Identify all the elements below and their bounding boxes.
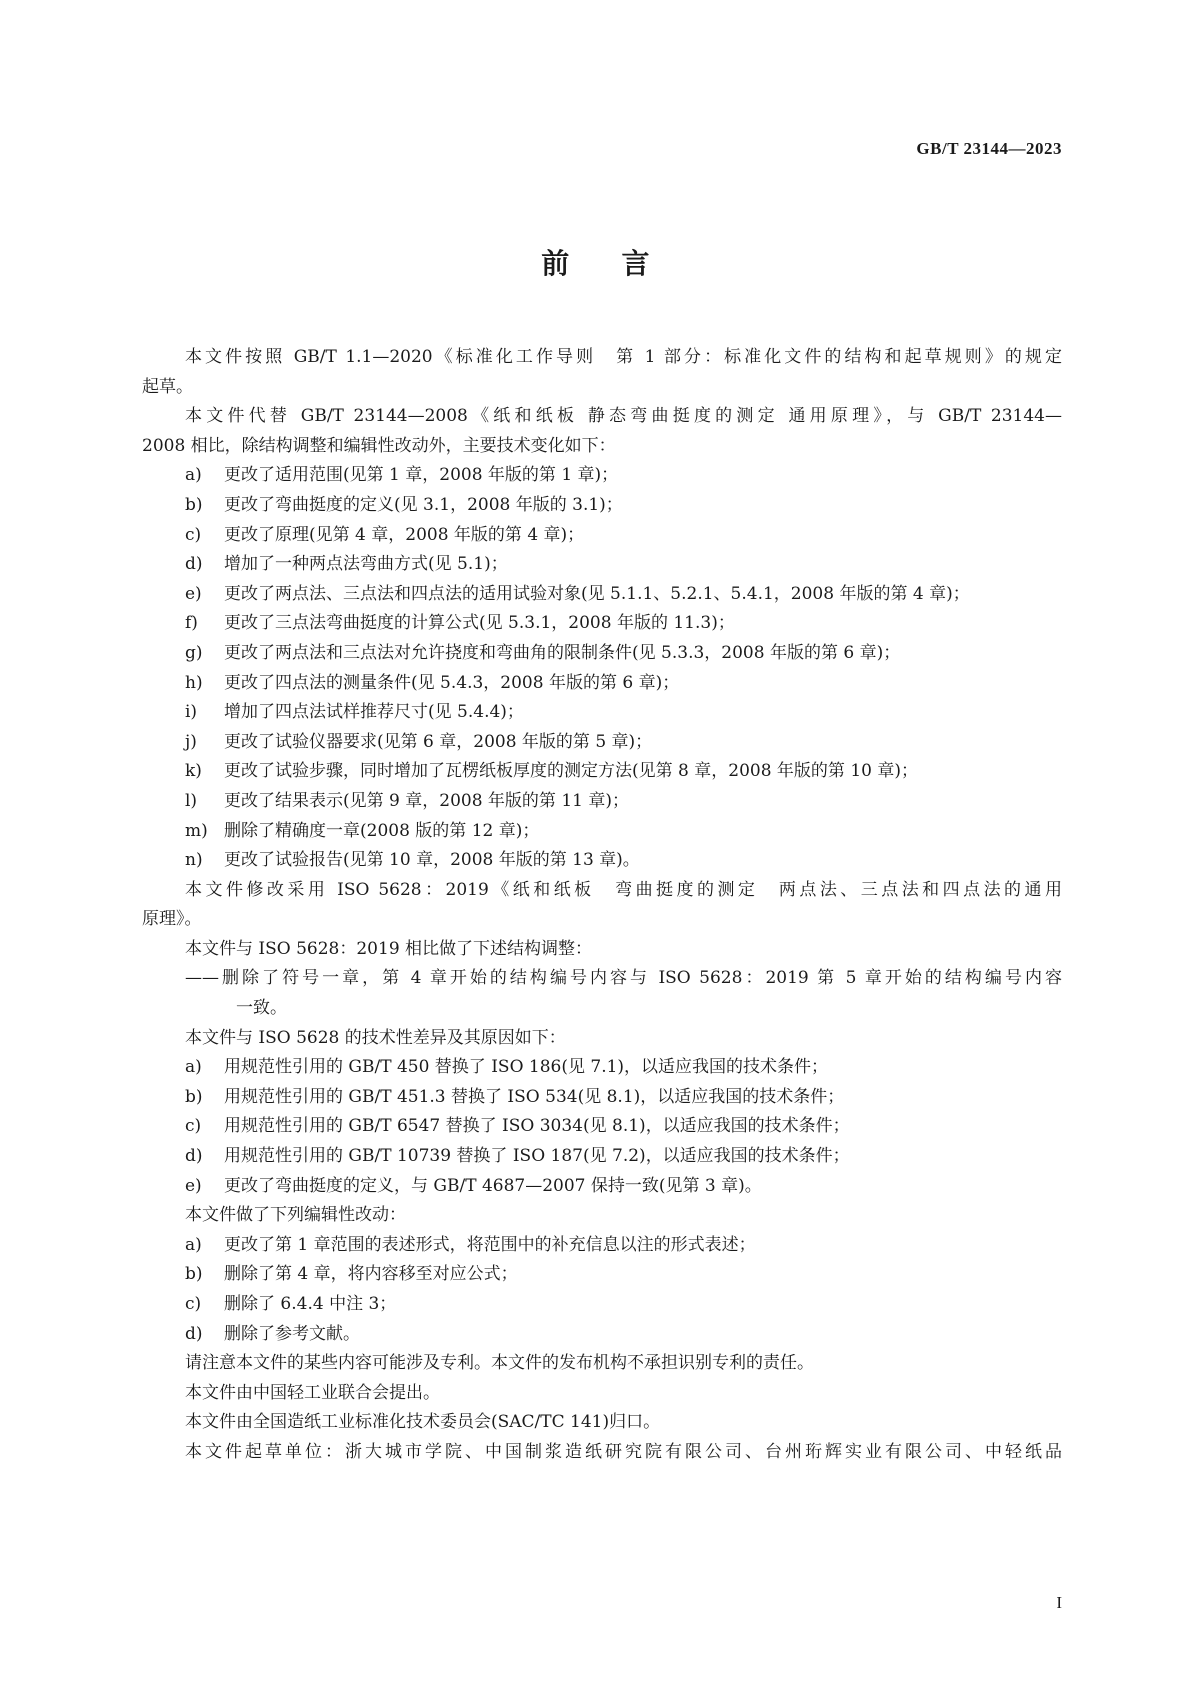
paragraph-line: 原理》。 <box>142 909 202 930</box>
list-item <box>142 1172 1062 1202</box>
paragraph-line: 本文件与 ISO 5628 的技术性差异及其原因如下： <box>185 1027 566 1048</box>
list-text: 增加了四点法试样推荐尺寸(见 5.4.4)； <box>224 702 524 723</box>
standard-code: GB/T 23144—2023 <box>916 139 1062 158</box>
list-item <box>142 1053 1062 1083</box>
list-item <box>142 580 1062 610</box>
list-item <box>142 1112 1062 1142</box>
list-text: 用规范性引用的 GB/T 450 替换了 ISO 186(见 7.1)，以适应我国的技术条件； <box>224 1057 829 1078</box>
list-label: d) <box>185 1323 203 1344</box>
list-label: h) <box>185 672 203 693</box>
title-char-1: 前 <box>541 247 570 280</box>
list-text: 更改了两点法和三点法对允许挠度和弯曲角的限制条件(见 5.3.3，2008 年版的第 6 章)； <box>224 642 901 663</box>
list-item <box>142 1231 1062 1261</box>
list-item <box>142 728 1062 758</box>
list-item <box>142 1142 1062 1172</box>
list-label: c) <box>185 1294 202 1314</box>
list-text: 删除了 6.4.4 中注 3； <box>224 1294 397 1314</box>
list-item <box>142 1083 1062 1113</box>
list-item <box>142 787 1062 817</box>
list-item <box>142 1320 1062 1350</box>
paragraph-line: 本文件做了下列编辑性改动： <box>185 1205 406 1226</box>
list-label: l) <box>185 790 198 811</box>
list-text: 更改了试验报告(见第 10 章，2008 年版的第 13 章)。 <box>224 850 640 871</box>
list-label: b) <box>185 1264 203 1285</box>
paragraph-line: 本文件由中国轻工业联合会提出。 <box>185 1382 440 1403</box>
list-label: e) <box>185 1175 202 1196</box>
list-text: 用规范性引用的 GB/T 451.3 替换了 ISO 534(见 8.1)，以适应我国的技术条件； <box>224 1086 845 1107</box>
preface-body <box>142 343 1062 1468</box>
paragraph-line: 本文件起草单位：浙大城市学院、中国制浆造纸研究院有限公司、台州珩辉实业有限公司、中轻纸品 <box>185 1441 1062 1462</box>
title-char-2: 言 <box>621 247 650 280</box>
paragraph-line: 本文件与 ISO 5628：2019 相比做了下述结构调整： <box>185 938 593 959</box>
list-label: k) <box>185 761 202 782</box>
paragraph-line: 本文件代替 GB/T 23144—2008《纸和纸板 静态弯曲挺度的测定 通用原理》，与 GB/T 23144— <box>185 406 1062 427</box>
list-item <box>142 461 1062 491</box>
list-label: g) <box>185 642 203 663</box>
list-text: 更改了三点法弯曲挺度的计算公式(见 5.3.1，2008 年版的 11.3)； <box>224 613 735 634</box>
list-item <box>142 757 1062 787</box>
dash-item-continuation: 一致。 <box>236 998 287 1019</box>
list-label: n) <box>185 850 203 871</box>
list-label: b) <box>185 1086 203 1107</box>
list-text: 更改了试验步骤，同时增加了瓦楞纸板厚度的测定方法(见第 8 章，2008 年版的第 10 章)； <box>224 761 918 782</box>
list-label: j) <box>185 731 197 752</box>
paragraph-line: 请注意本文件的某些内容可能涉及专利。本文件的发布机构不承担识别专利的责任。 <box>185 1353 814 1374</box>
list-label: i) <box>185 702 198 723</box>
list-label: m) <box>185 820 208 841</box>
list-item <box>142 1260 1062 1290</box>
list-label: e) <box>185 583 202 604</box>
list-text: 更改了试验仪器要求(见第 6 章，2008 年版的第 5 章)； <box>224 731 653 752</box>
list-text: 用规范性引用的 GB/T 10739 替换了 ISO 187(见 7.2)，以适应我国的技术条件； <box>224 1146 850 1167</box>
page-title <box>0 242 1191 282</box>
list-item <box>142 521 1062 551</box>
list-text: 更改了结果表示(见第 9 章，2008 年版的第 11 章)； <box>224 790 629 811</box>
list-label: d) <box>185 554 203 575</box>
list-item <box>142 669 1062 699</box>
paragraph-line: 本文件由全国造纸工业标准化技术委员会(SAC/TC 141)归口。 <box>185 1412 661 1433</box>
list-text: 更改了原理(见第 4 章，2008 年版的第 4 章)； <box>224 524 585 545</box>
list-text: 更改了弯曲挺度的定义，与 GB/T 4687—2007 保持一致(见第 3 章)。 <box>224 1175 762 1196</box>
list-item <box>142 817 1062 847</box>
list-text: 删除了第 4 章，将内容移至对应公式； <box>224 1264 518 1285</box>
list-label: b) <box>185 494 203 515</box>
list-text: 删除了精确度一章(2008 版的第 12 章)； <box>224 820 540 841</box>
list-text: 用规范性引用的 GB/T 6547 替换了 ISO 3034(见 8.1)，以适应我国的技术条件； <box>224 1116 850 1137</box>
list-text: 更改了第 1 章范围的表述形式，将范围中的补充信息以注的形式表述； <box>224 1234 756 1255</box>
list-label: d) <box>185 1146 203 1167</box>
list-text: 更改了两点法、三点法和四点法的适用试验对象(见 5.1.1、5.2.1、5.4.1，2008 年版的第 4 章)； <box>224 583 970 604</box>
list-text: 更改了四点法的测量条件(见 5.4.3，2008 年版的第 6 章)； <box>224 672 680 693</box>
list-item <box>142 639 1062 669</box>
paragraph-line: 起草。 <box>142 376 193 397</box>
list-item <box>142 609 1062 639</box>
paragraph-line: 2008 相比，除结构调整和编辑性改动外，主要技术变化如下： <box>142 435 616 456</box>
list-item <box>142 1290 1062 1320</box>
list-label: a) <box>185 1234 202 1255</box>
page-number: I <box>1056 1593 1062 1612</box>
list-label: f) <box>185 613 198 634</box>
list-text: 增加了一种两点法弯曲方式(见 5.1)； <box>224 554 508 575</box>
list-item <box>142 698 1062 728</box>
paragraph-line: 本文件修改采用 ISO 5628：2019《纸和纸板 弯曲挺度的测定 两点法、三点法和四点法的通用 <box>185 879 1062 900</box>
list-item <box>142 550 1062 580</box>
list-label: a) <box>185 465 202 486</box>
list-text: 更改了适用范围(见第 1 章，2008 年版的第 1 章)； <box>224 465 619 486</box>
list-text: 更改了弯曲挺度的定义(见 3.1，2008 年版的 3.1)； <box>224 494 623 515</box>
list-label: c) <box>185 524 202 545</box>
list-item <box>142 491 1062 521</box>
paragraph-line: 本文件按照 GB/T 1.1—2020《标准化工作导则 第 1 部分：标准化文件的结构和起草规则》的规定 <box>185 347 1062 367</box>
list-label: a) <box>185 1057 202 1078</box>
list-text: 删除了参考文献。 <box>224 1323 360 1344</box>
list-label: c) <box>185 1116 202 1137</box>
dash-item: ——删除了符号一章，第 4 章开始的结构编号内容与 ISO 5628：2019 第 5 章开始的结构编号内容 <box>185 968 1062 989</box>
list-item <box>142 846 1062 876</box>
